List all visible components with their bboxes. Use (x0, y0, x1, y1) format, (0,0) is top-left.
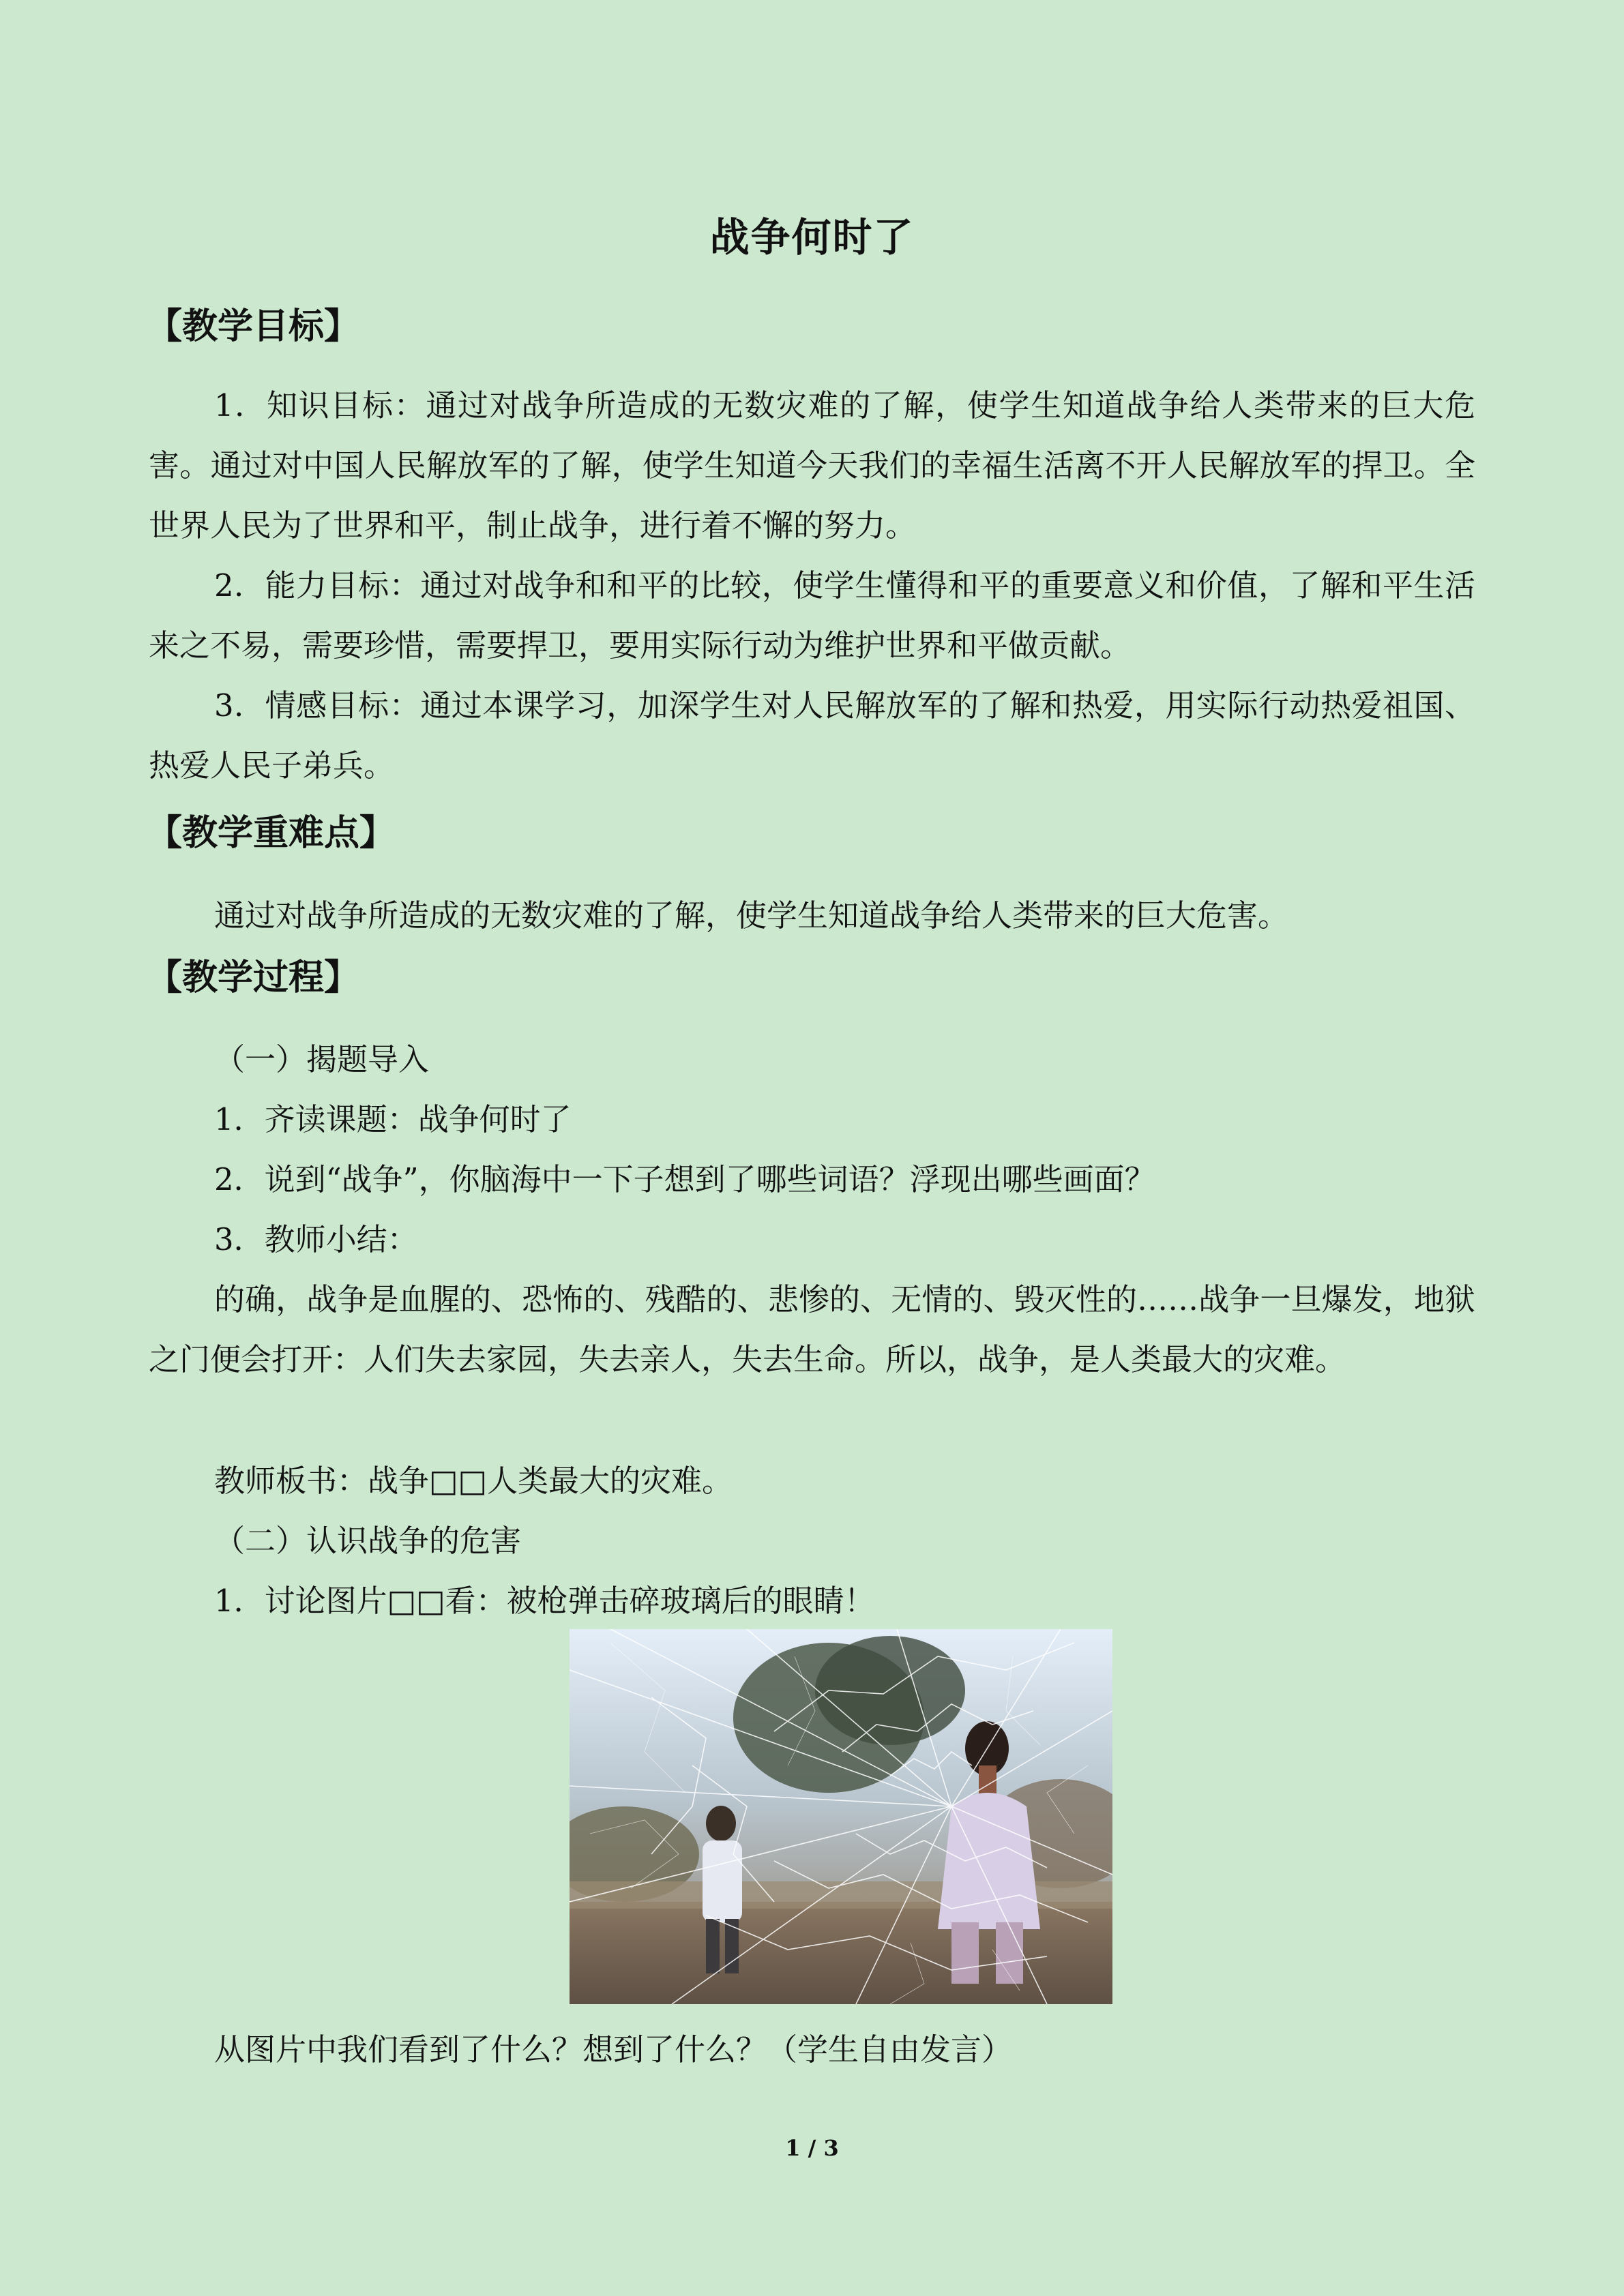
board-writing: 教师板书：战争□□人类最大的灾难。 (214, 1463, 733, 1499)
heading-key-points: 【教学重难点】 (147, 813, 396, 854)
step-3: 3．教师小结： (214, 1221, 418, 1257)
teacher-summary: 的确，战争是血腥的、恐怖的、残酷的、悲惨的、无情的、毁灭性的……战争一旦爆发，地狱之门便会打开：人们失去家园，失去亲人，失去生命。所以，战争，是人类最大的灾难。 (149, 1281, 1475, 1377)
goal-knowledge: 1．知识目标：通过对战争所造成的无数灾难的了解，使学生知道战争给人类带来的巨大危害。通过对中国人民解放军的了解，使学生知道今天我们的幸福生活离不开人民解放军的捍卫。全世界人民为了世界和平，制止战争，进行着不懈的努力。 (149, 387, 1475, 543)
part1-title: （一）揭题导入 (214, 1041, 430, 1077)
shattered-glass-photo (570, 1629, 1112, 2004)
step-2: 2．说到“战争”，你脑海中一下子想到了哪些词语？浮现出哪些画面？ (214, 1161, 1155, 1197)
step-1: 1．齐读课题：战争何时了 (214, 1101, 572, 1137)
page-number: 1 / 3 (785, 2135, 839, 2161)
heading-teaching-process: 【教学过程】 (147, 957, 360, 998)
goal-emotion: 3．情感目标：通过本课学习，加深学生对人民解放军的了解和热爱，用实际行动热爱祖国、热爱人民子弟兵。 (149, 687, 1475, 784)
part2-step-1: 1．讨论图片□□看：被枪弹击碎玻璃后的眼睛！ (214, 1583, 875, 1619)
key-points-text: 通过对战争所造成的无数灾难的了解，使学生知道战争给人类带来的巨大危害。 (214, 897, 1289, 934)
page-title: 战争何时了 (709, 214, 915, 260)
heading-teaching-goals: 【教学目标】 (147, 306, 360, 347)
discussion-question: 从图片中我们看到了什么？想到了什么？（学生自由发言） (214, 2031, 1013, 2068)
part2-title: （二）认识战争的危害 (214, 1523, 522, 1559)
goal-ability: 2．能力目标：通过对战争和和平的比较，使学生懂得和平的重要意义和价值，了解和平生活来之不易，需要珍惜，需要捍卫，要用实际行动为维护世界和平做贡献。 (149, 567, 1475, 664)
